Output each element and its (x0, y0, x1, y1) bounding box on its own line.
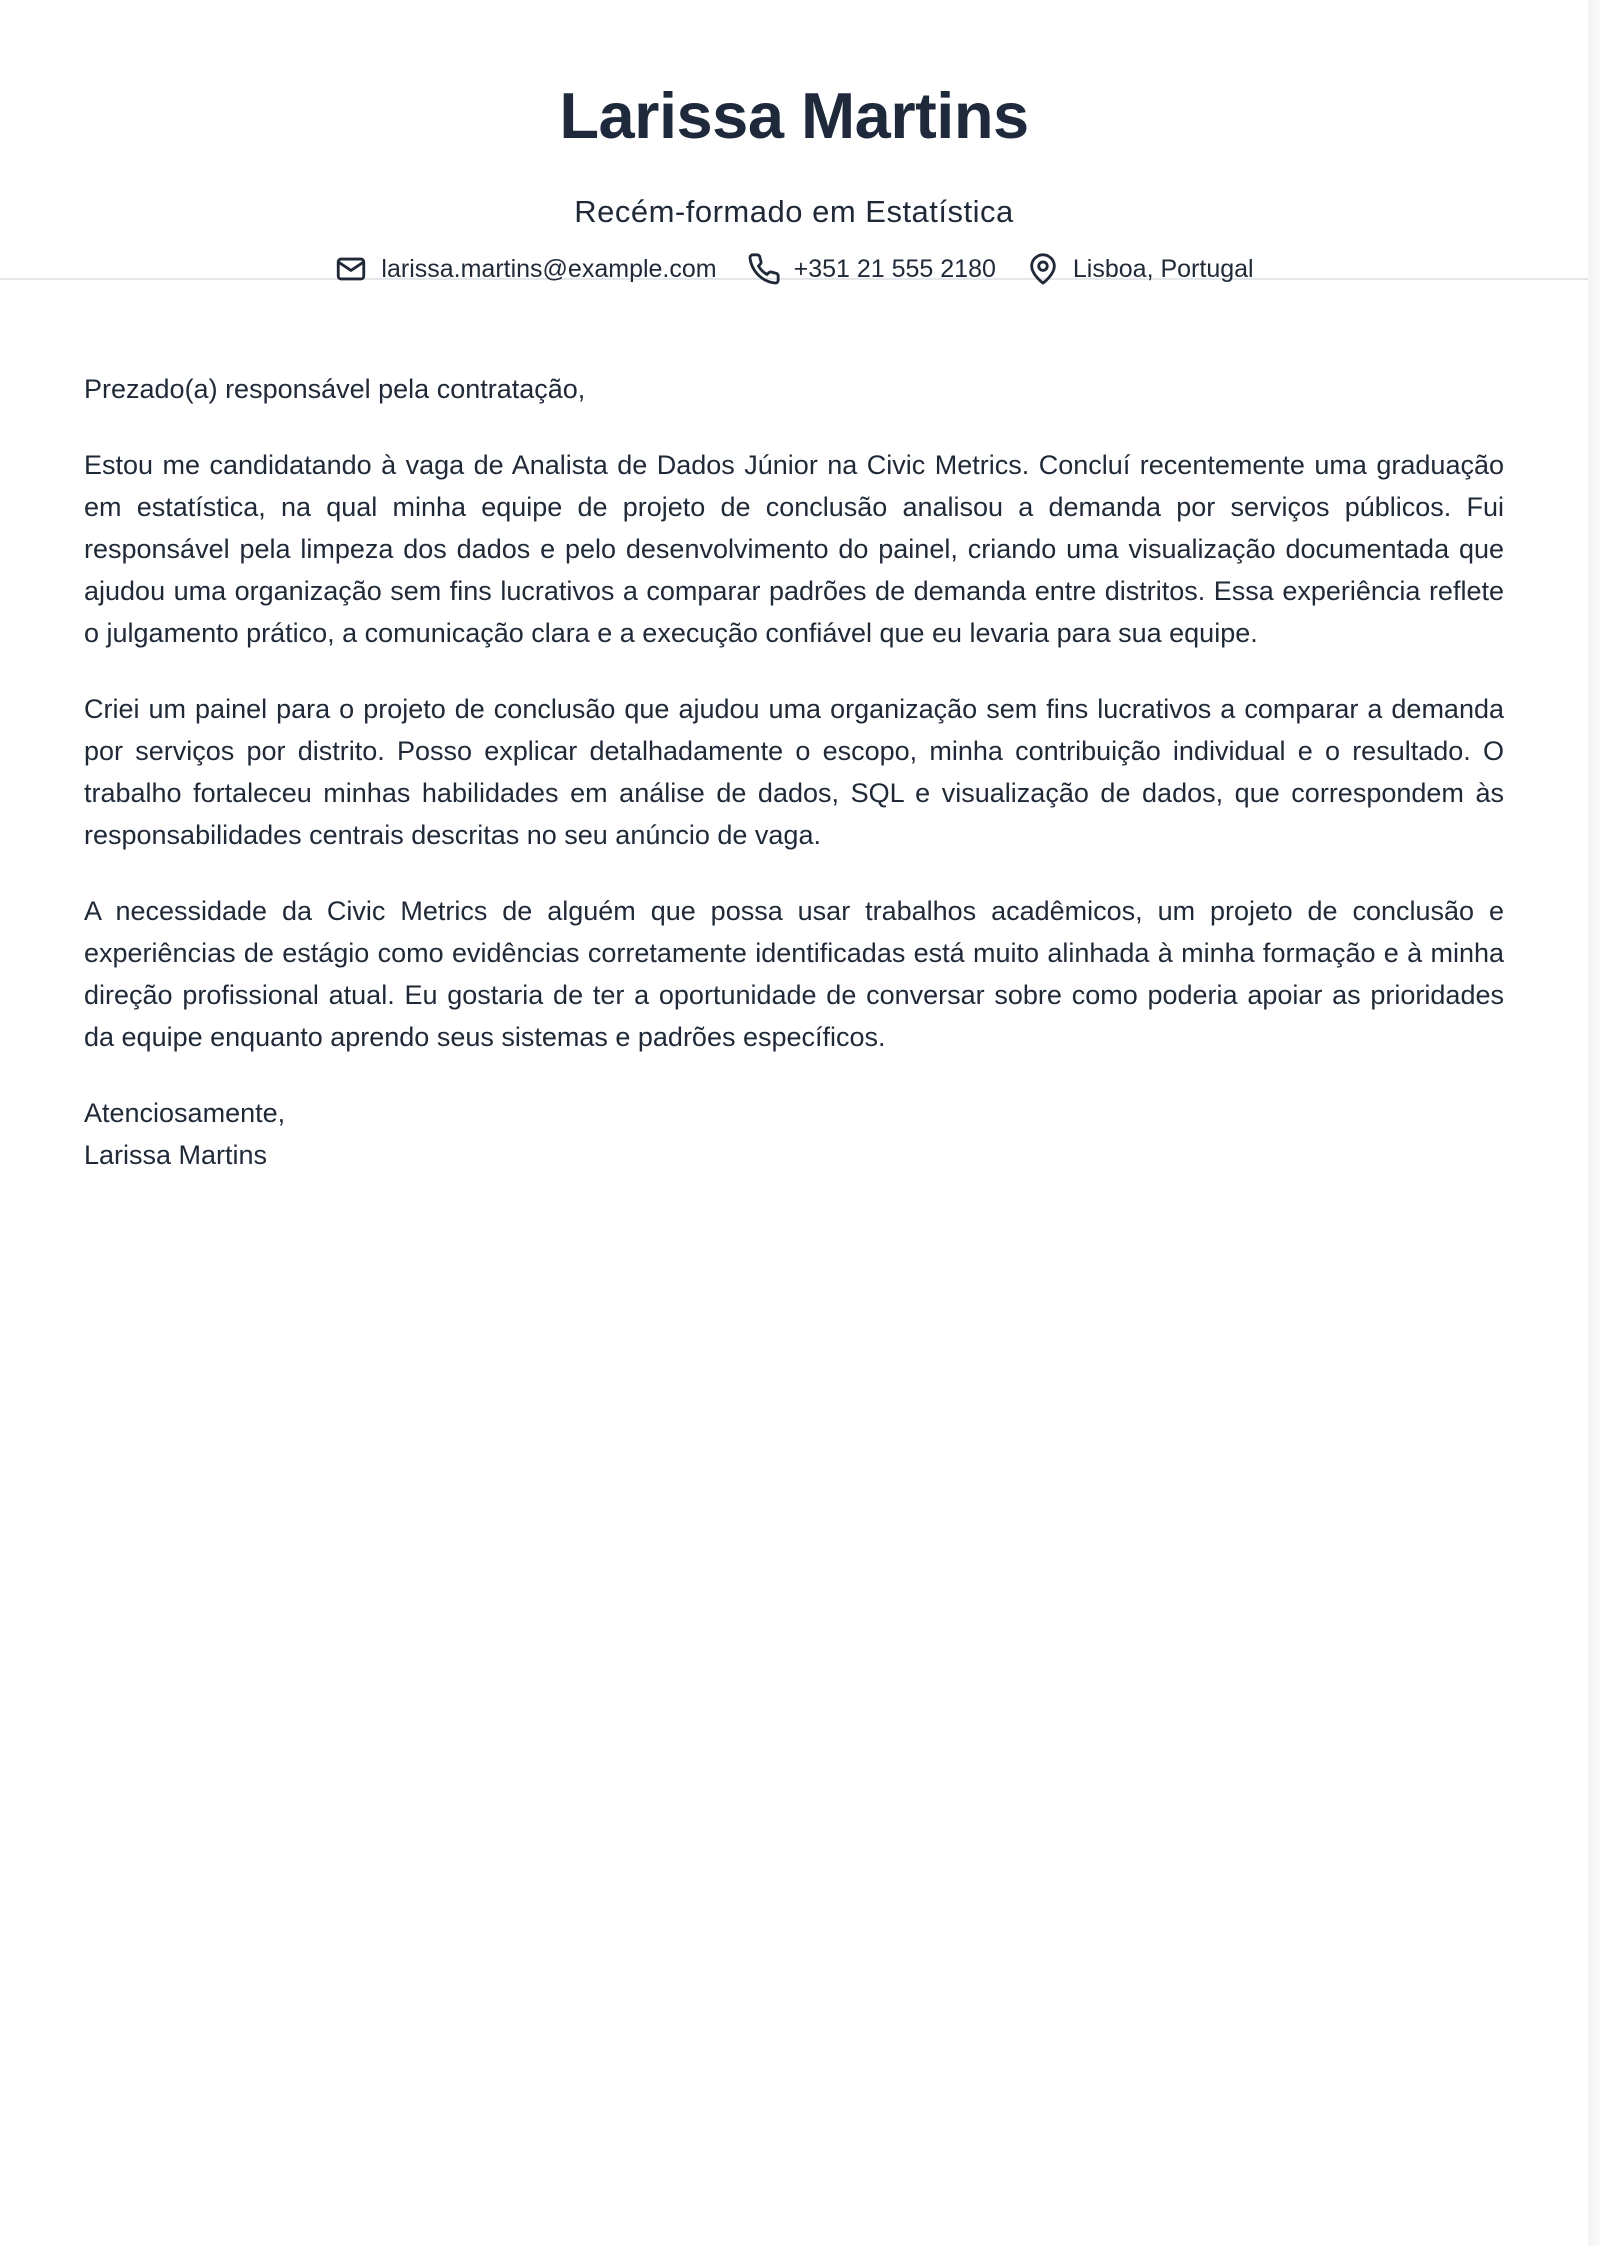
page-edge (1588, 0, 1600, 2246)
phone-text: +351 21 555 2180 (793, 254, 996, 283)
contact-phone (747, 252, 996, 286)
closing: Atenciosamente, (84, 1098, 286, 1128)
contact-email (334, 252, 716, 286)
location-pin-icon (1026, 252, 1060, 286)
location-text: Lisboa, Portugal (1072, 254, 1254, 283)
paragraph-1: Estou me candidatando à vaga de Analista de Dados Júnior na Civic Metrics. Concluí recentemente uma graduação em estatística, na qual minha equipe de projeto de conclusão analisou a demanda por serviços públicos. Fui responsável pela limpeza dos dados e pelo desenvolvimento do painel, criando uma visualização documentada que ajudou uma organização sem fins lucrativos a comparar padrões de demanda entre distritos. Essa experiência reflete o julgamento prático, a comunicação clara e a execução confiável que eu levaria para sua equipe. (84, 450, 1504, 648)
letter-header (0, 0, 1588, 283)
applicant-name: Larissa Martins (559, 79, 1029, 152)
contact-location (1026, 252, 1254, 286)
paragraph-2: Criei um painel para o projeto de conclusão que ajudou uma organização sem fins lucrativos a comparar a demanda por serviços por distrito. Posso explicar detalhadamente o escopo, minha contribuição individual e o resultado. O trabalho fortaleceu minhas habilidades em análise de dados, SQL e visualização de dados, que correspondem às responsabilidades centrais descritas no seu anúncio de vaga. (84, 694, 1504, 850)
phone-icon (747, 252, 781, 286)
mail-icon (334, 252, 368, 286)
signoff (84, 1092, 1504, 1176)
greeting: Prezado(a) responsável pela contratação, (84, 374, 586, 404)
paragraph-3: A necessidade da Civic Metrics de alguém que possa usar trabalhos acadêmicos, um projeto de conclusão e experiências de estágio como evidências corretamente identificadas está muito alinhada à minha formação e à minha direção profissional atual. Eu gostaria de ter a oportunidade de conversar sobre como poderia apoiar as prioridades da equipe enquanto aprendo seus sistemas e padrões específicos. (84, 896, 1504, 1052)
email-text: larissa.martins@example.com (381, 254, 717, 283)
applicant-title: Recém-formado em Estatística (574, 194, 1014, 229)
letter-body (0, 368, 1588, 1176)
signature: Larissa Martins (84, 1140, 268, 1170)
contact-info (0, 252, 1588, 286)
